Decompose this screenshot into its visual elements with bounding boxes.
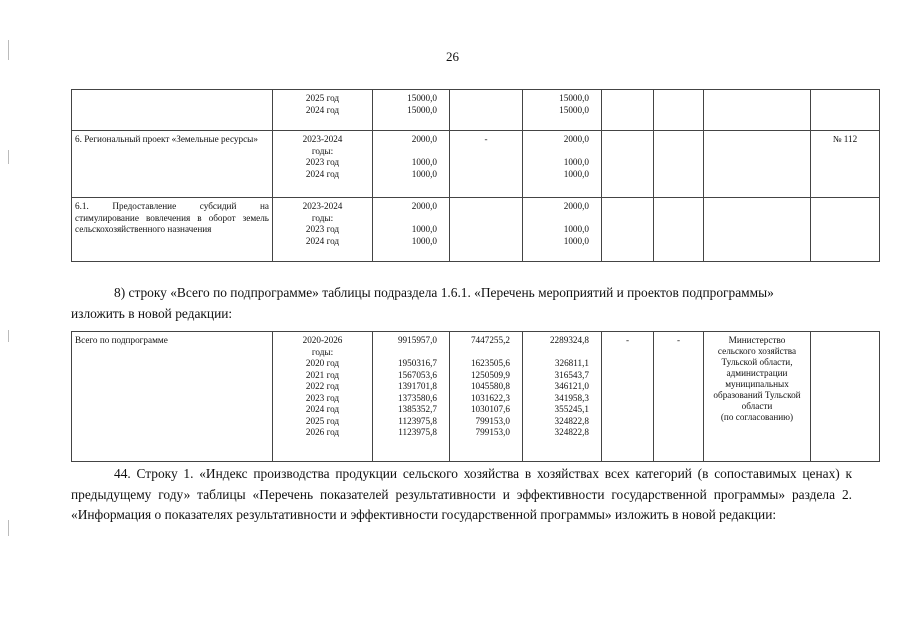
funding-cell [450, 90, 523, 131]
note-cell [811, 90, 880, 131]
instruction-line: 8) строку «Всего по подпрограмме» таблицы подраздела 1.6.1. «Перечень мероприятий и проектов подпрограммы» [114, 285, 774, 300]
total-cell [373, 131, 450, 198]
years-cell [273, 332, 373, 462]
cell-line: администрации [726, 368, 788, 378]
cell-line: 1000,0 [411, 235, 437, 246]
total-cell [373, 198, 450, 262]
page-number: 26 [446, 49, 459, 64]
table-row [72, 90, 880, 131]
subprogram-total-table [71, 331, 880, 462]
cell-line: 799153,0 [475, 427, 510, 437]
funding-cell [654, 131, 704, 198]
cell-line: 2021 год [305, 369, 340, 380]
note-cell [811, 198, 880, 262]
cell-line: 2024 год [305, 168, 340, 179]
cell-line: 346121,0 [554, 381, 589, 391]
cell-line: 1623505,6 [470, 358, 510, 368]
cell-line: 2000,0 [411, 201, 437, 211]
cell-line: 1000,0 [411, 224, 437, 234]
funding-cell [602, 198, 654, 262]
funding-cell [450, 131, 523, 198]
cell-line: 2000,0 [563, 201, 589, 211]
cell-line: 1567053,6 [397, 369, 437, 380]
cell-line [376, 347, 437, 359]
margin-mark [8, 520, 9, 536]
cell-line: 2022 год [305, 381, 340, 391]
cell-line: 1123975,8 [398, 415, 437, 426]
cell-line: 324822,8 [554, 415, 589, 426]
funding-cell: - [602, 332, 654, 462]
cell-line: 15000,0 [407, 104, 437, 115]
cell-line: 799153,0 [475, 415, 510, 426]
cell-line: 2024 год [305, 235, 340, 246]
cell-line [526, 347, 589, 359]
activities-table [71, 89, 880, 262]
cell-line: 1250509,9 [470, 369, 510, 380]
cell-line: 2024 год [305, 104, 340, 115]
row-name: 6.1. Предоставление субсидий на стимулирование вовлечения в оборот земель сельскохозяйственного назначения [72, 198, 273, 262]
cell-line: годы: [311, 346, 334, 357]
cell-line: 341958,3 [554, 392, 589, 403]
cell-line: 1030107,6 [470, 404, 510, 414]
cell-line: 324822,8 [554, 427, 589, 437]
cell-line: 1000,0 [563, 168, 589, 179]
funding-cell [602, 131, 654, 198]
cell-line: 2000,0 [563, 134, 589, 144]
funding-cell [523, 131, 602, 198]
row-name [72, 90, 273, 131]
cell-line [453, 347, 510, 359]
margin-mark [8, 150, 9, 164]
cell-line: 1000,0 [563, 224, 589, 234]
funding-cell [602, 90, 654, 131]
cell-line: 1000,0 [411, 168, 437, 179]
years-cell [273, 90, 373, 131]
note-cell: № 112 [811, 131, 880, 198]
cell-line: Министерство [728, 335, 786, 345]
funding-cell [450, 198, 523, 262]
cell-line: 1950316,7 [397, 358, 437, 368]
cell-line: 1000,0 [563, 157, 589, 167]
cell-line: 2025 год [305, 415, 340, 426]
cell-line: 1031622,3 [470, 392, 510, 403]
cell-line: 2020 год [305, 358, 340, 368]
funding-cell: - [654, 332, 704, 462]
funding-cell [523, 332, 602, 462]
table-row [72, 332, 880, 462]
responsible-executor [704, 198, 811, 262]
cell-line [376, 146, 437, 158]
cell-line: 355245,1 [554, 404, 589, 414]
cell-line: 1373580,6 [397, 392, 437, 403]
cell-line: 326811,1 [554, 358, 589, 368]
margin-mark [8, 330, 9, 342]
cell-line: 1045580,8 [470, 381, 510, 391]
row-name: Всего по подпрограмме [72, 332, 273, 462]
cell-line: 15000,0 [407, 93, 437, 103]
instruction-line: изложить в новой редакции: [71, 305, 233, 321]
table-row [72, 198, 880, 262]
cell-line [376, 213, 437, 225]
cell-line: 2023 год [305, 157, 340, 167]
funding-cell [450, 332, 523, 462]
cell-line: 2020-2026 [302, 335, 343, 345]
cell-line: сельского хозяйства [717, 346, 797, 356]
instruction-paragraph-44: 44. Строку 1. «Индекс производства продукции сельского хозяйства в хозяйствах всех категорий (в сопоставимых ценах) к предыдущему году» таблицы «Перечень показателей результативности и эффективности государственной программы» раздела 2. «Информация о показателях результативности и эффективности государственной программы» изложить в новой редакции: [71, 466, 852, 522]
cell-line: 1123975,8 [398, 427, 437, 437]
cell-line: 2023-2024 [302, 201, 343, 211]
responsible-executor [704, 131, 811, 198]
cell-line: 2026 год [305, 427, 340, 437]
table-row [72, 131, 880, 198]
cell-line: 316543,7 [554, 369, 589, 380]
funding-cell [654, 90, 704, 131]
cell-line: Тульской области, [721, 357, 793, 367]
cell-line: 15000,0 [559, 104, 589, 115]
cell-line: 1000,0 [411, 157, 437, 167]
cell-line [526, 146, 589, 158]
funding-cell [654, 198, 704, 262]
cell-line [526, 213, 589, 225]
years-cell [273, 131, 373, 198]
instruction-paragraph-8 [71, 283, 852, 324]
responsible-executor [704, 332, 811, 462]
cell-line: образований Тульской [713, 390, 801, 400]
cell-line: муниципальных [725, 379, 789, 389]
cell-line: 2000,0 [411, 134, 437, 144]
cell-line: 15000,0 [559, 93, 589, 103]
cell-line: 2023 год [305, 392, 340, 403]
funding-cell [523, 90, 602, 131]
note-cell [811, 332, 880, 462]
row-name: 6. Региональный проект «Земельные ресурсы» [72, 131, 273, 198]
cell-line: - [484, 134, 488, 144]
cell-line: 1000,0 [563, 235, 589, 246]
cell-line: (по согласованию) [720, 412, 794, 422]
years-cell [273, 198, 373, 262]
total-cell [373, 332, 450, 462]
responsible-executor [704, 90, 811, 131]
cell-line: 2023-2024 [302, 134, 343, 144]
cell-line: 7447255,2 [470, 335, 510, 345]
total-cell [373, 90, 450, 131]
cell-line: 2023 год [305, 224, 340, 234]
cell-line: области [741, 401, 773, 411]
cell-line: 9915957,0 [397, 335, 437, 345]
cell-line: годы: [311, 145, 334, 156]
funding-cell [523, 198, 602, 262]
cell-line: 2025 год [305, 93, 340, 103]
cell-line: годы: [311, 212, 334, 223]
cell-line: 2024 год [305, 404, 340, 414]
cell-line: 2289324,8 [549, 335, 589, 345]
cell-line: 1391701,8 [397, 381, 437, 391]
cell-line: 1385352,7 [397, 404, 437, 414]
